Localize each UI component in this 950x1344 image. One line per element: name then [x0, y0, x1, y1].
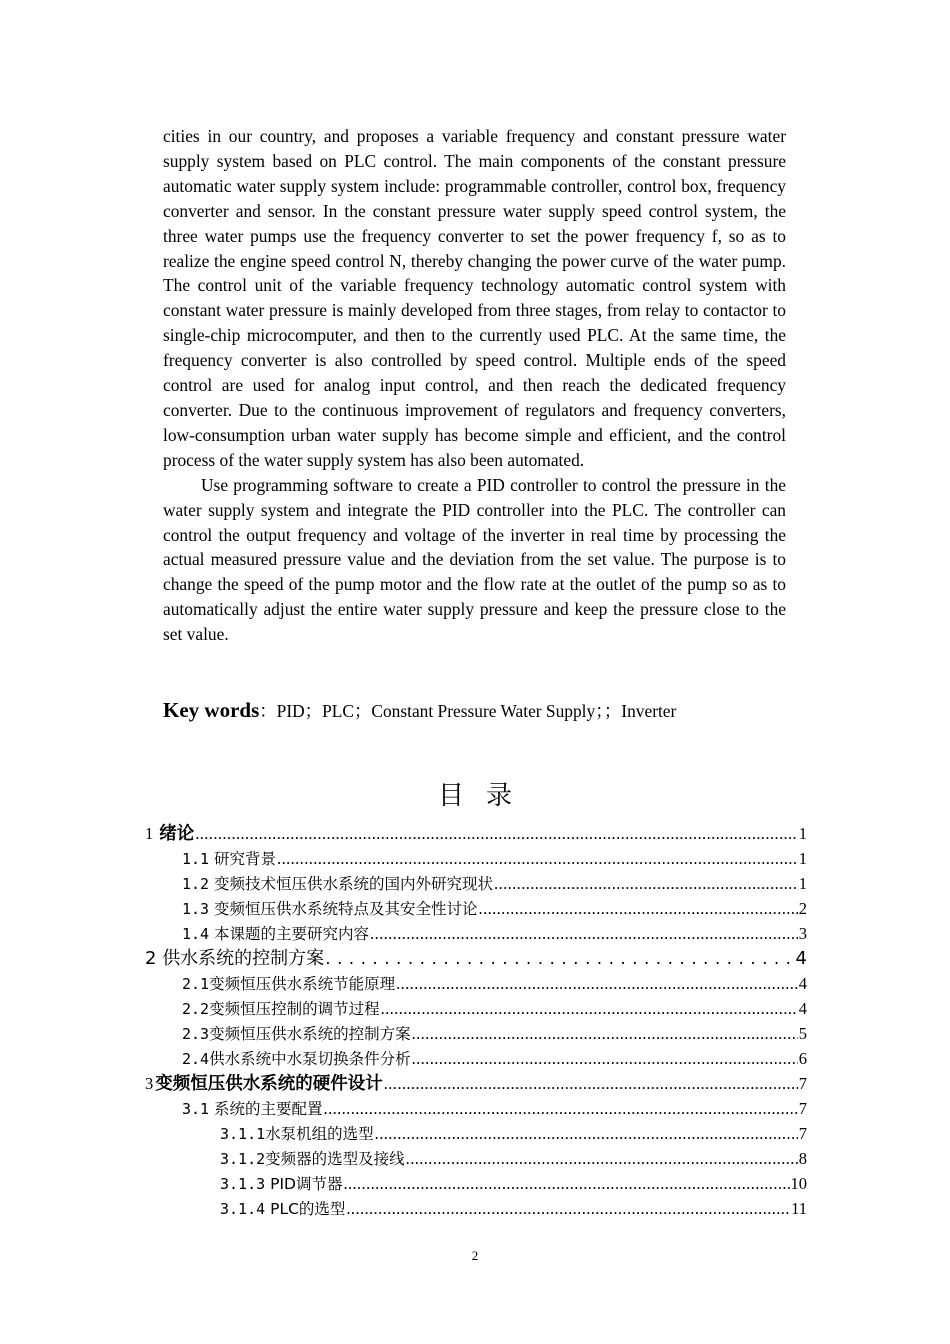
toc-entry-1[interactable]: 1 绪论 ..... 1 — [145, 820, 807, 845]
toc-entry-1-4[interactable]: 1.4 本课题的主要研究内容 ..... 3 — [182, 920, 807, 945]
toc-page-number: 4 — [798, 999, 807, 1018]
toc-leader-dots — [325, 948, 794, 970]
toc-leader-dots — [381, 998, 798, 1020]
toc-page-number: 4 — [798, 974, 807, 993]
toc-page-number: 1 — [798, 849, 807, 868]
toc-page-number: 11 — [791, 1199, 807, 1218]
toc-page-number: 1 — [798, 874, 807, 893]
toc-entry-3-1-2[interactable]: 3.1.2变频器的选型及接线 ..... 8 — [220, 1145, 807, 1170]
abstract-paragraph-2: Use programming software to create a PID controller to control the pressure in the water supply system and integrate the PID controller into the PLC. The controller can control the output frequency and voltage of the inverter in real time by processing the actual measured pressure value and the deviation from the set value. The purpose is to change the speed of the pump motor and the flow rate at the outlet of the pump so as to automatically adjust the entire water supply pressure and keep the pressure close to the set value. — [163, 474, 786, 645]
toc-entry-3-1-3[interactable]: 3.1.3 PID调节器 ..... 10 — [220, 1170, 807, 1195]
toc-leader-dots — [384, 1073, 798, 1095]
toc-page-number: 10 — [790, 1174, 807, 1193]
keywords-line — [163, 696, 803, 725]
toc-entry-1-3[interactable]: 1.3 变频恒压供水系统特点及其安全性讨论 ..... 2 — [182, 895, 807, 920]
toc-page-number: 5 — [798, 1024, 807, 1043]
toc-title: 目录 — [437, 781, 534, 811]
toc-entry-3-1-4[interactable]: 3.1.4 PLC的选型 ..... 11 — [220, 1195, 807, 1220]
toc-leader-dots — [412, 1048, 798, 1070]
toc-leader-dots — [324, 1098, 798, 1120]
toc-leader-dots — [375, 1123, 798, 1145]
toc-page-number: 7 — [798, 1124, 807, 1143]
keywords-separator: ： — [259, 701, 277, 721]
toc-entry-2-2[interactable]: 2.2变频恒压控制的调节过程 ..... 4 — [182, 995, 807, 1020]
toc-leader-dots — [346, 1198, 790, 1220]
toc-leader-dots — [412, 1023, 798, 1045]
page-number: 2 — [471, 1248, 479, 1263]
toc-page-number: 7 — [798, 1074, 807, 1093]
toc-entry-3-1-1[interactable]: 3.1.1水泵机组的选型 ..... 7 — [220, 1120, 807, 1145]
keywords-label: Key words — [163, 698, 260, 722]
toc-leader-dots — [195, 823, 798, 845]
toc-entry-2-1[interactable]: 2.1变频恒压供水系统节能原理 ..... 4 — [182, 970, 807, 995]
abstract-paragraph-1: cities in our country, and proposes a variable frequency and constant pressure water supply system based on PLC control. The main components of the constant pressure automatic water supply system include: programmable controller, control box, frequency converter and sensor. In the constant pressure water supply speed control system, the three water pumps use the frequency converter to set the power frequency f, so as to realize the engine speed control N, thereby changing the power curve of the water pump. The control unit of the variable frequency technology automatic control system with constant water pressure is mainly developed from three stages, from relay to contactor to single-chip microcomputer, and then to the currently used PLC. At the same time, the frequency converter is also controlled by speed control. Multiple ends of the speed control are used for analog input control, and then reach the dedicated frequency converter. Due to the continuous improvement of regulators and frequency converters, low-consumption urban water supply has become simple and efficient, and the control process of the water supply system has also been automated. — [163, 126, 786, 470]
toc-page-number: 1 — [798, 824, 807, 843]
toc-entry-1-1[interactable]: 1.1 研究背景 ..... 1 — [182, 845, 807, 870]
toc-leader-dots — [406, 1148, 798, 1170]
toc-entry-3[interactable]: 3 变频恒压供水系统的硬件设计 ..... 7 — [145, 1070, 807, 1095]
abstract-body — [163, 124, 786, 647]
toc-page-number: 4 — [795, 948, 807, 969]
toc-entry-2[interactable]: 2 供水系统的控制方案 . . . 4 — [145, 945, 807, 970]
toc-entry-2-4[interactable]: 2.4供水系统中水泵切换条件分析 ..... 6 — [182, 1045, 807, 1070]
toc-page-number: 2 — [798, 899, 807, 918]
toc-page-number: 6 — [798, 1049, 807, 1068]
toc-page-number: 8 — [798, 1149, 807, 1168]
toc-leader-dots — [343, 1173, 789, 1195]
toc-page-number: 7 — [798, 1099, 807, 1118]
toc-leader-dots — [277, 848, 798, 870]
toc-entry-1-2[interactable]: 1.2 变频技术恒压供水系统的国内外研究现状 ..... 1 — [182, 870, 807, 895]
toc-page-number: 3 — [798, 924, 807, 943]
toc-entry-2-3[interactable]: 2.3变频恒压供水系统的控制方案 ..... 5 — [182, 1020, 807, 1045]
toc-leader-dots — [494, 873, 798, 895]
toc-leader-dots — [479, 898, 798, 920]
toc-leader-dots — [396, 973, 798, 995]
toc-leader-dots — [370, 923, 798, 945]
toc-entry-3-1[interactable]: 3.1 系统的主要配置 ..... 7 — [182, 1095, 807, 1120]
keywords-value: PID；PLC；Constant Pressure Water Supply；；Inverter — [276, 701, 677, 721]
